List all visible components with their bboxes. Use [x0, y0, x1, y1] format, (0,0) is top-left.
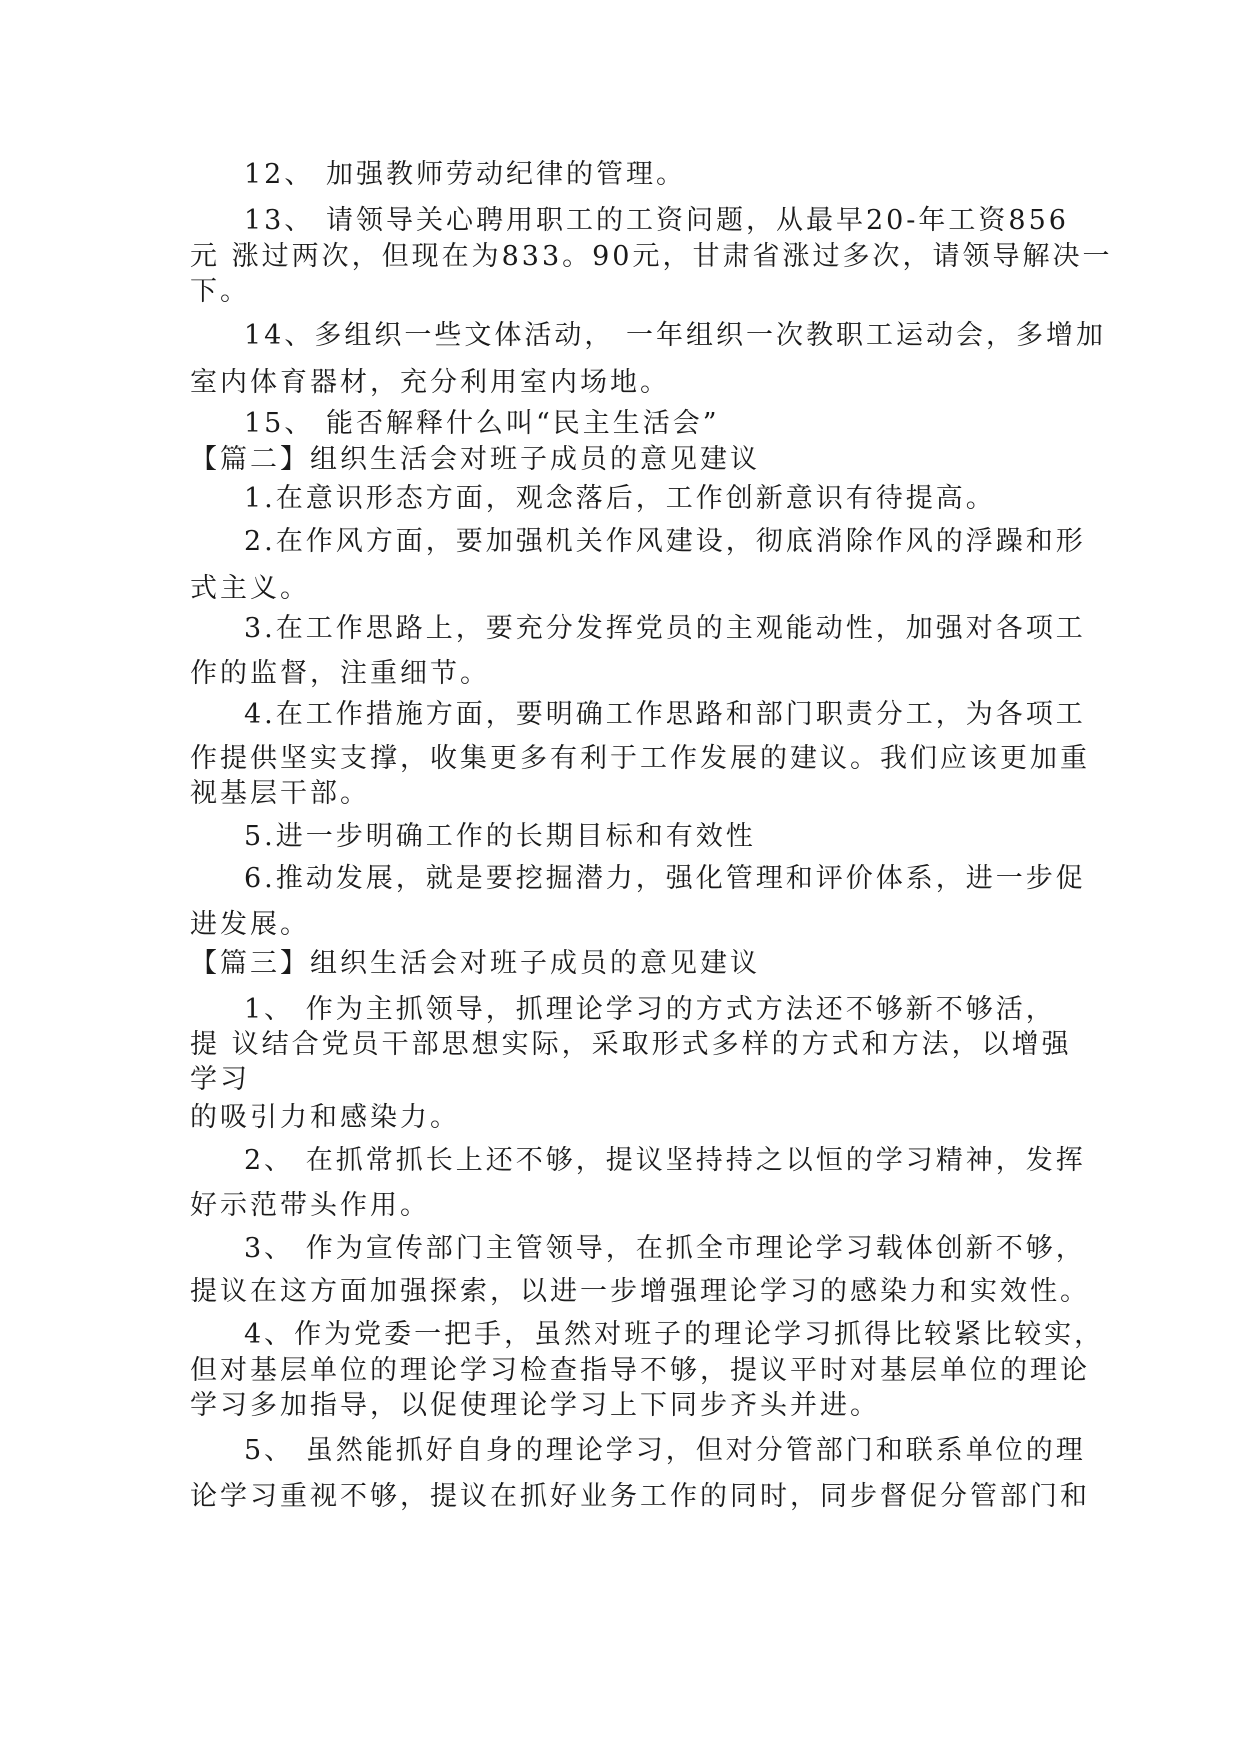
text-line: 式主义。: [190, 573, 310, 604]
text-line: 4.在工作措施方面，要明确工作思路和部门职责分工，为各项工: [244, 699, 1086, 730]
text-line: 3、 作为宣传部门主管领导，在抓全市理论学习载体创新不够，: [244, 1233, 1086, 1264]
text-line: 作提供坚实支撑，收集更多有利于工作发展的建议。我们应该更加重: [190, 743, 1090, 774]
text-line: 下。: [190, 276, 250, 307]
text-line: 好示范带头作用。: [190, 1190, 430, 1221]
section-heading: 【篇二】组织生活会对班子成员的意见建议: [190, 444, 760, 475]
text-line: 进发展。: [190, 909, 310, 940]
text-line: 1、 作为主抓领导，抓理论学习的方式方法还不够新不够活，: [244, 994, 1056, 1025]
text-line: 5.进一步明确工作的长期目标和有效性: [244, 821, 756, 852]
text-line: 2、 在抓常抓长上还不够，提议坚持持之以恒的学习精神，发挥: [244, 1145, 1086, 1176]
text-line: 15、 能否解释什么叫“民主生活会”: [244, 408, 720, 439]
text-line: 提议在这方面加强探索，以进一步增强理论学习的感染力和实效性。: [190, 1276, 1090, 1307]
section-heading: 【篇三】组织生活会对班子成员的意见建议: [190, 948, 760, 979]
text-line: 3.在工作思路上，要充分发挥党员的主观能动性，加强对各项工: [244, 613, 1086, 644]
text-line: 5、 虽然能抓好自身的理论学习，但对分管部门和联系单位的理: [244, 1435, 1086, 1466]
text-line: 视基层干部。: [190, 778, 370, 809]
text-line: 元 涨过两次，但现在为833。90元，甘肃省涨过多次，请领导解决一: [190, 241, 1113, 272]
text-line: 2.在作风方面，要加强机关作风建设，彻底消除作风的浮躁和形: [244, 526, 1086, 557]
text-line: 4、作为党委一把手，虽然对班子的理论学习抓得比较紧比较实，: [244, 1319, 1105, 1350]
text-line: 13、 请领导关心聘用职工的工资问题，从最早20-年工资856: [244, 205, 1069, 236]
text-line: 6.推动发展，就是要挖掘潜力，强化管理和评价体系，进一步促: [244, 863, 1086, 894]
text-line: 提 议结合党员干部思想实际，采取形式多样的方式和方法，以增强: [190, 1029, 1072, 1060]
text-line: 14、多组织一些文体活动， 一年组织一次教职工运动会，多增加: [244, 320, 1106, 351]
text-line: 但对基层单位的理论学习检查指导不够，提议平时对基层单位的理论: [190, 1355, 1090, 1386]
text-line: 室内体育器材，充分利用室内场地。: [190, 367, 670, 398]
text-line: 1.在意识形态方面，观念落后，工作创新意识有待提高。: [244, 483, 996, 514]
text-line: 学习: [190, 1064, 250, 1095]
text-line: 作的监督，注重细节。: [190, 658, 490, 689]
text-line: 学习多加指导，以促使理论学习上下同步齐头并进。: [190, 1390, 880, 1421]
text-line: 论学习重视不够，提议在抓好业务工作的同时，同步督促分管部门和: [190, 1481, 1090, 1512]
text-line: 的吸引力和感染力。: [190, 1102, 460, 1133]
text-line: 12、 加强教师劳动纪律的管理。: [244, 159, 686, 190]
